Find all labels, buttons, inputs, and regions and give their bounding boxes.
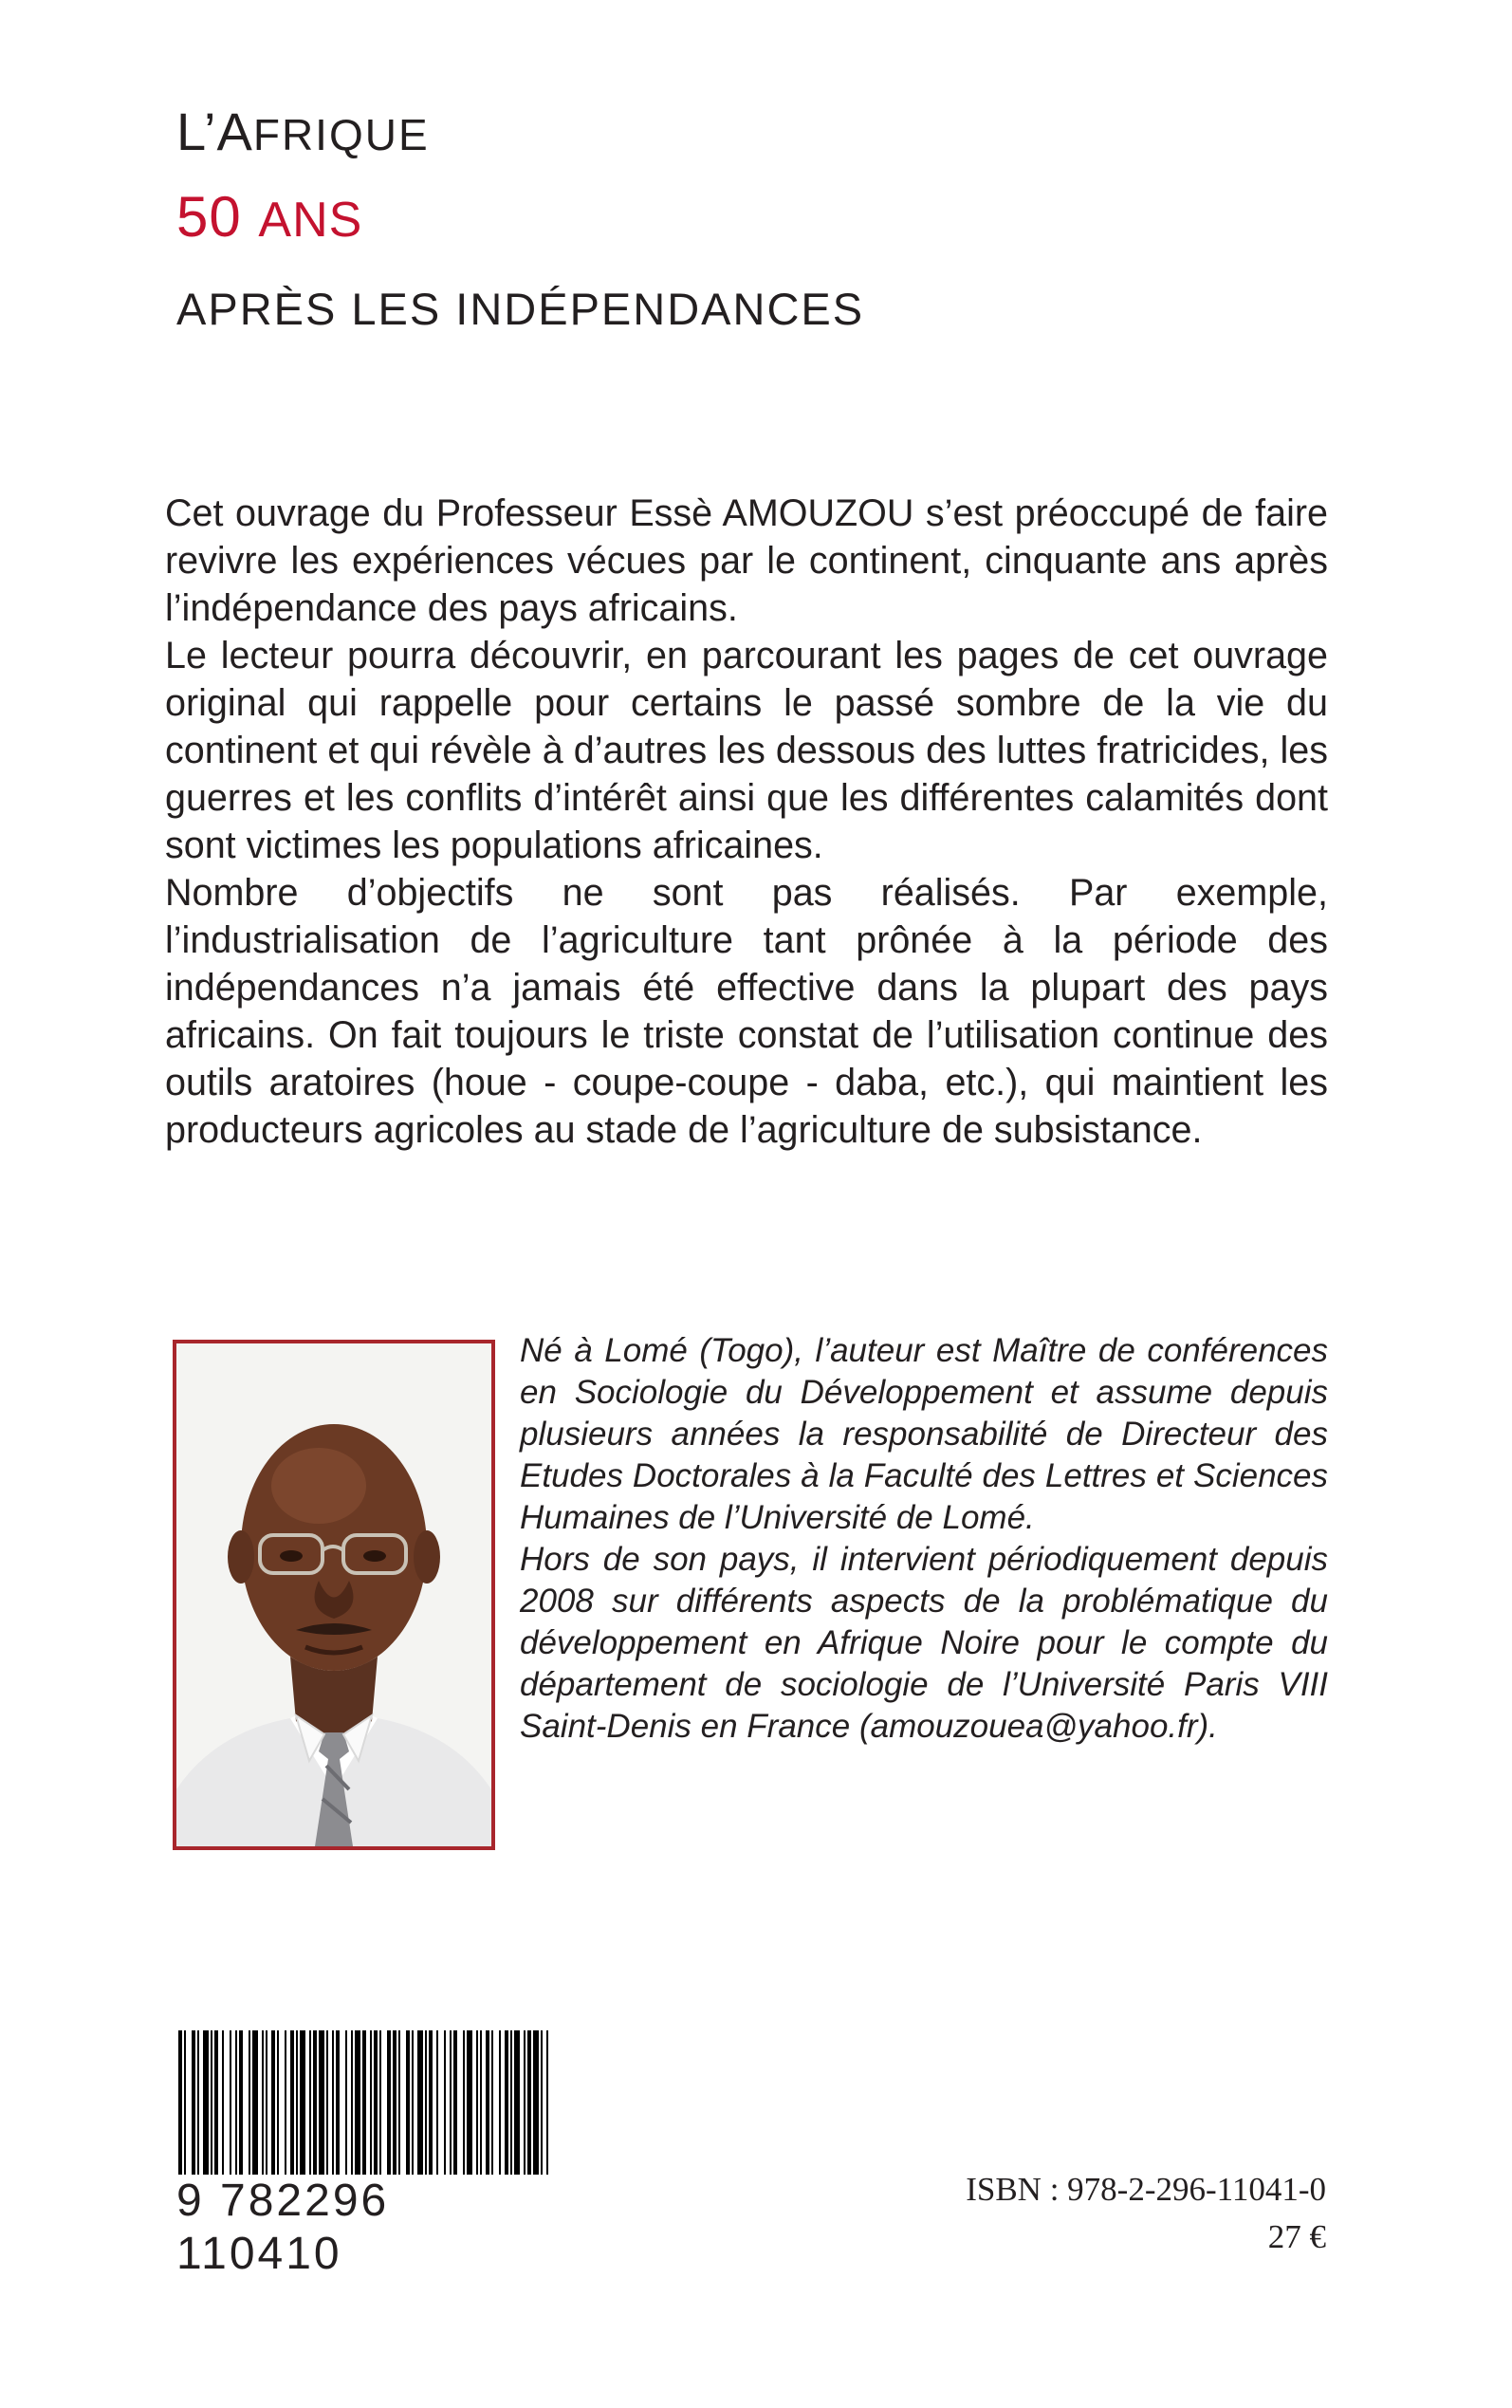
bio-paragraph: Né à Lomé (Togo), l’auteur est Maître de conférences en Sociologie du Développement et assume depuis plusieurs années la responsabilité de Directeur des Etudes Doctorales à la Faculté des Lettres et Sciences Humaines de l’Université de Lomé. [520, 1332, 1328, 1536]
title-word-ans: ANS [258, 193, 363, 248]
book-summary [165, 490, 1328, 1154]
barcode-number: 9 782296 110410 [173, 2175, 560, 2281]
title-line-1-rest: FRIQUE [252, 110, 430, 159]
title-line-1-initial: L’A [176, 102, 253, 161]
author-bio [520, 1330, 1328, 1748]
book-title [176, 99, 1220, 340]
author-photo [173, 1340, 495, 1850]
summary-paragraph: Cet ouvrage du Professeur Essè AMOUZOU s’est préoccupé de faire revivre les expériences vécues par le continent, cinquante ans après l’indépendance des pays africains. [165, 492, 1328, 629]
author-portrait-image [176, 1343, 491, 1846]
isbn: ISBN : 978-2-296-11041-0 [966, 2171, 1326, 2208]
bio-paragraph: Hors de son pays, il intervient périodiquement depuis 2008 sur différents aspects de la problématique du développement en Afrique Noire pour le compte du département de sociologie de l’Université Paris VIII Saint-Denis en France (amouzouea@yahoo.fr). [520, 1541, 1328, 1745]
title-number: 50 [176, 185, 242, 249]
summary-paragraph: Nombre d’objectifs ne sont pas réalisés. Par exemple, l’industrialisation de l’agriculture tant prônée à la période des indépendances n’a jamais été effective dans la plupart des pays africains. On fait toujours le triste constat de l’utilisation continue des outils aratoires (houe - coupe-coupe - daba, etc.), qui maintient les producteurs agricoles au stade de l’agriculture de subsistance. [165, 872, 1328, 1151]
title-line-2 [176, 179, 1220, 258]
price: 27 € [1267, 2218, 1326, 2255]
summary-paragraph: Le lecteur pourra découvrir, en parcourant les pages de cet ouvrage original qui rappelle pour certains le passé sombre de la vie du continent et qui révèle à d’autres les dessous des luttes fratricides, les guerres et les conflits d’intérêt ainsi que les différentes calamités dont sont victimes les populations africaines. [165, 635, 1328, 866]
title-line-3: APRÈS LES INDÉPENDANCES [176, 284, 865, 334]
title-line-1 [176, 99, 1220, 168]
